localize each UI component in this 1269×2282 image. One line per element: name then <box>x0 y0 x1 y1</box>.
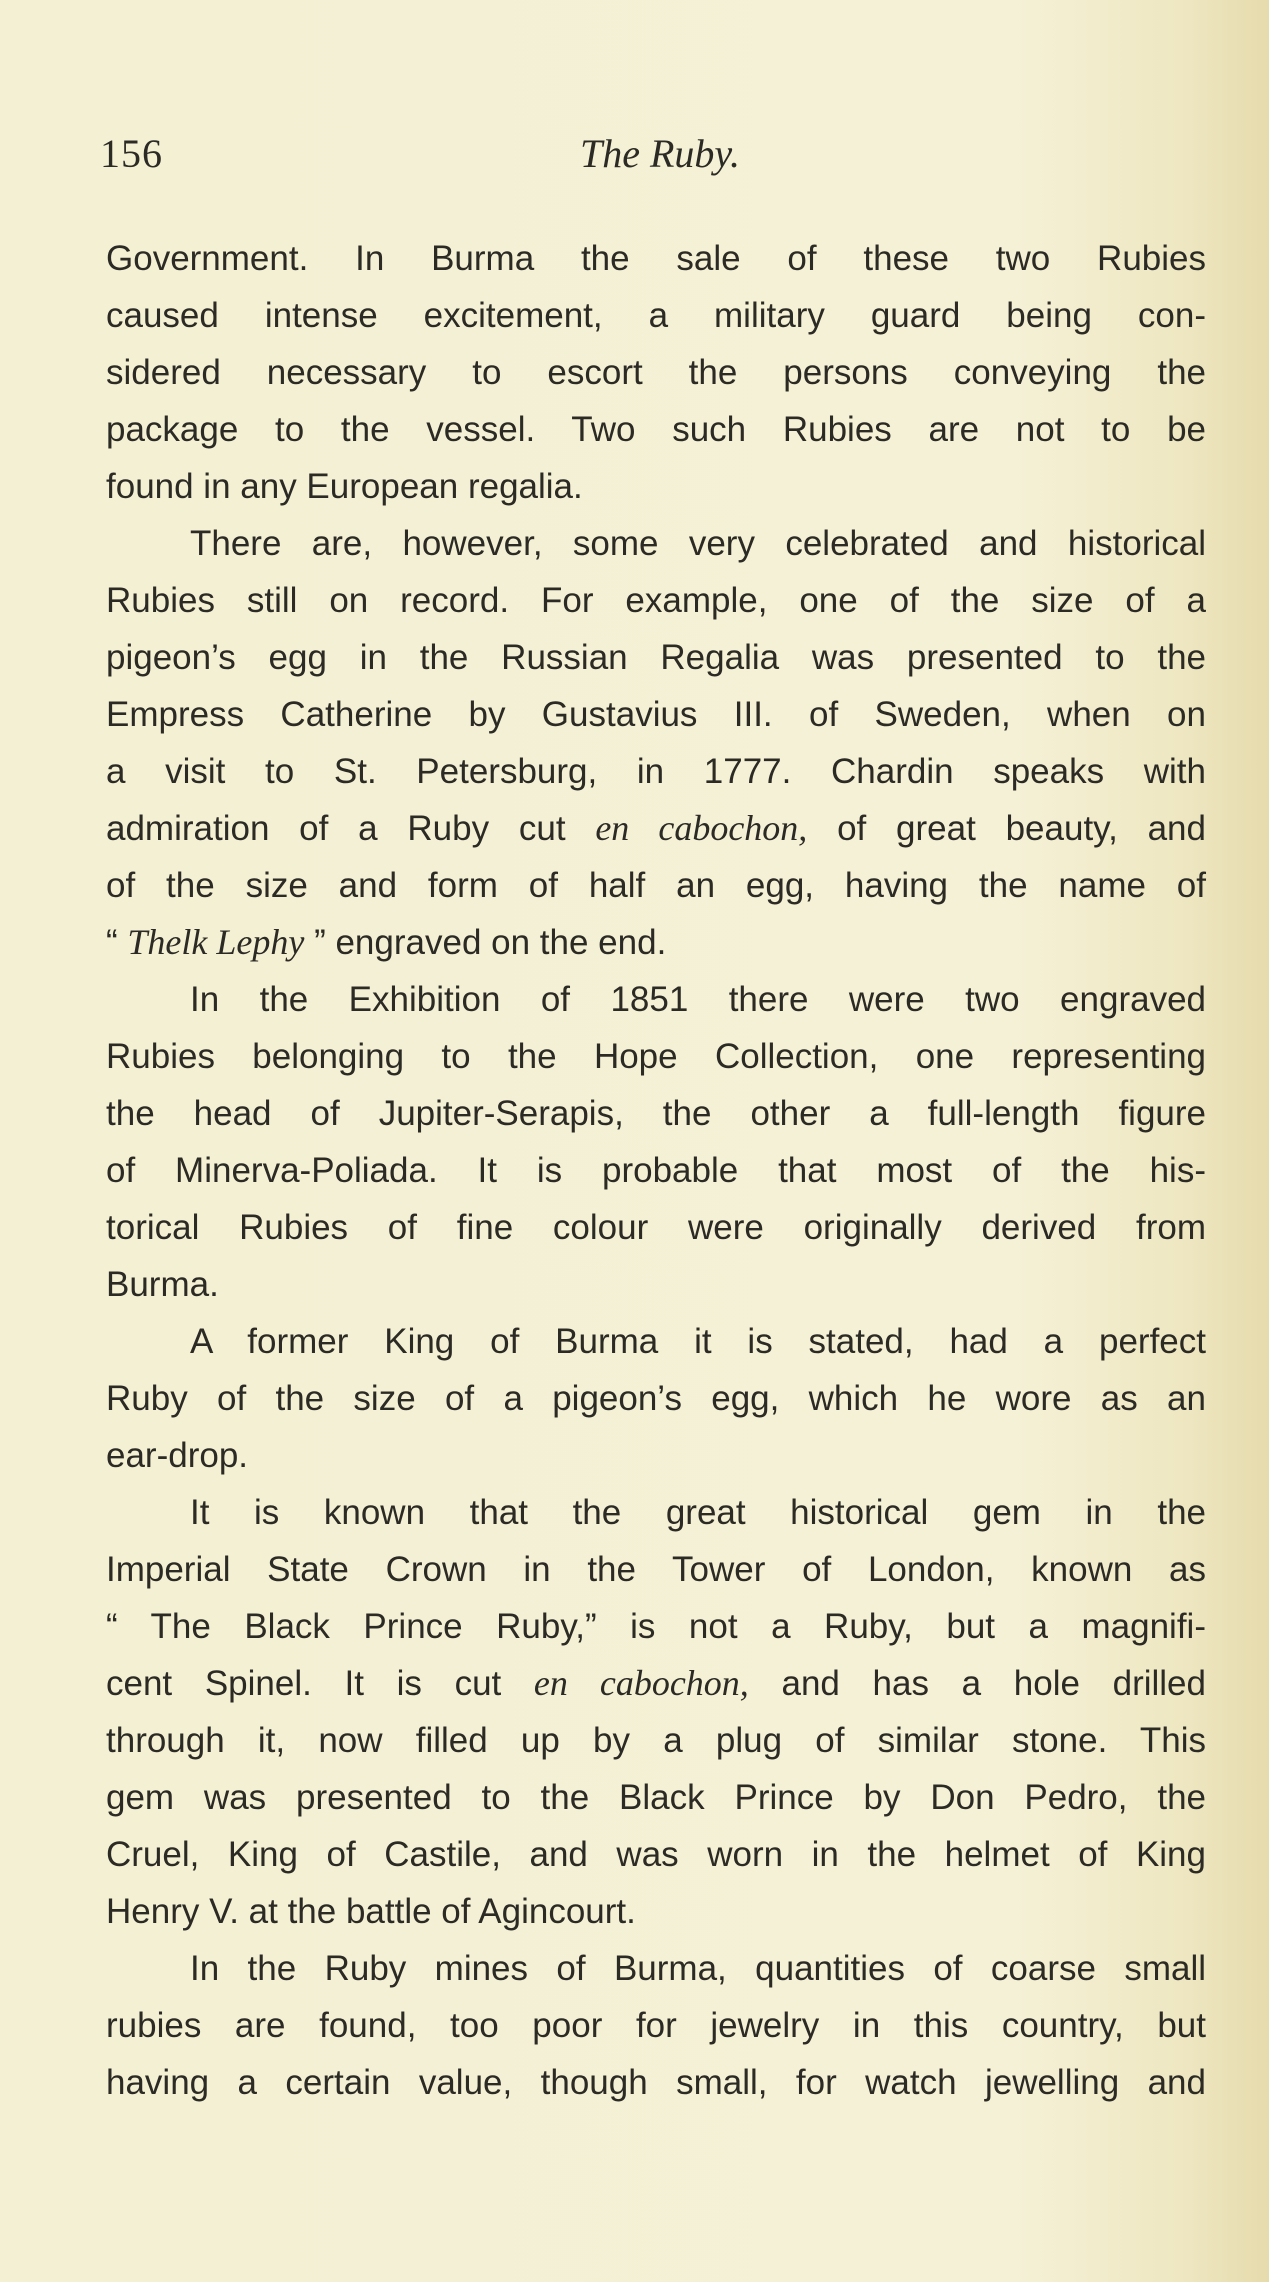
text-line: Government. In Burma the sale of these two Rubies <box>106 239 1206 278</box>
text-line: Burma. <box>106 1265 219 1304</box>
text-line: sidered necessary to escort the persons conveying the <box>106 353 1206 392</box>
text-line: of Minerva-Poliada. It is probable that most of the his- <box>106 1151 1206 1190</box>
text-line: There are, however, some very celebrated and historical <box>190 524 1206 563</box>
text-line: package to the vessel. Two such Rubies are not to be <box>106 410 1206 449</box>
text-line: In the Exhibition of 1851 there were two engraved <box>190 980 1206 1019</box>
text-line: It is known that the great historical gem in the <box>190 1493 1206 1532</box>
running-head <box>100 124 1220 184</box>
text-line: torical Rubies of fine colour were originally derived from <box>106 1208 1206 1247</box>
text-line: ear-drop. <box>106 1436 249 1475</box>
page-number: 156 <box>100 131 163 176</box>
text-line: of the size and form of half an egg, having the name of <box>106 866 1206 905</box>
text-line: Ruby of the size of a pigeon’s egg, which he wore as an <box>106 1379 1206 1418</box>
text-line: through it, now filled up by a plug of similar stone. This <box>106 1721 1206 1760</box>
italic-phrase: en cabochon, <box>595 808 808 848</box>
text-line: “ The Black Prince Ruby,” is not a Ruby, but a magnifi- <box>106 1607 1206 1646</box>
text-line: “ Thelk Lephy ” engraved on the end. <box>106 922 667 962</box>
text-line: Cruel, King of Castile, and was worn in the helmet of King <box>106 1835 1206 1874</box>
text-line: Rubies belonging to the Hope Collection, one representing <box>106 1037 1206 1076</box>
text-line: Empress Catherine by Gustavius III. of Sweden, when on <box>106 695 1206 734</box>
text-line: caused intense excitement, a military guard being con- <box>106 296 1206 335</box>
text-line: Imperial State Crown in the Tower of London, known as <box>106 1550 1206 1589</box>
text-line: gem was presented to the Black Prince by Don Pedro, the <box>106 1778 1206 1817</box>
text-line: Rubies still on record. For example, one of the size of a <box>106 581 1206 620</box>
text-line: admiration of a Ruby cut en cabochon, of great beauty, and <box>106 808 1206 848</box>
text-line: pigeon’s egg in the Russian Regalia was presented to the <box>106 638 1206 677</box>
text-line: a visit to St. Petersburg, in 1777. Chardin speaks with <box>106 752 1206 791</box>
text-line: Henry V. at the battle of Agincourt. <box>106 1892 636 1931</box>
italic-phrase: Thelk Lephy <box>127 922 305 962</box>
text-line: the head of Jupiter-Serapis, the other a full-length figure <box>106 1094 1206 1133</box>
body-text <box>106 230 1206 2111</box>
text-line: rubies are found, too poor for jewelry in this country, but <box>106 2006 1206 2045</box>
text-line: In the Ruby mines of Burma, quantities of coarse small <box>190 1949 1206 1988</box>
italic-phrase: en cabochon, <box>533 1663 749 1703</box>
text-line: cent Spinel. It is cut en cabochon, and has a hole drilled <box>106 1663 1206 1703</box>
text-line: having a certain value, though small, for watch jewelling and <box>106 2063 1206 2102</box>
text-line: found in any European regalia. <box>106 467 583 506</box>
text-line: A former King of Burma it is stated, had a perfect <box>190 1322 1206 1361</box>
running-title: The Ruby. <box>580 131 740 176</box>
